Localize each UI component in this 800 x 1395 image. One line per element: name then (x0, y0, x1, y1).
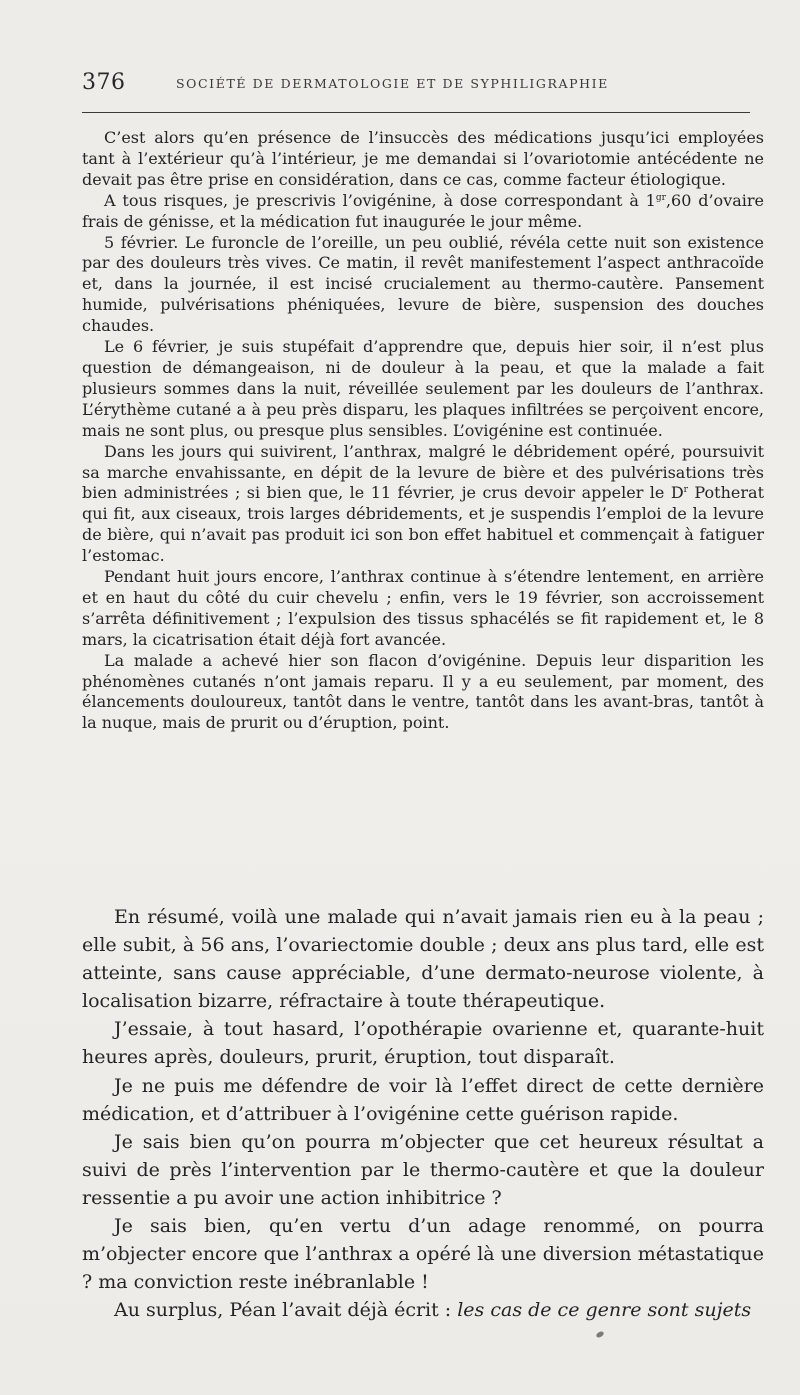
case-report-body (82, 128, 764, 734)
paragraph: La malade a achevé hier son flacon d’ovigénine. Depuis leur disparition les phénomènes cutanés n’ont jamais reparu. Il y a eu seulement, par moment, des élancements douloureux, tantôt dans le ventre, tantôt dans les avant-bras, tantôt à la nuque, mais de prurit ou d’éruption, point. (82, 650, 764, 733)
text-run: A tous risques, je prescrivis l’ovigénine, à dose correspondant à 1 (104, 190, 656, 210)
text-run: Au surplus, Péan l’avait déjà écrit : (114, 1299, 458, 1322)
summary-body (82, 903, 764, 1324)
paragraph-doctor (82, 442, 764, 567)
page-header (82, 70, 750, 100)
text-run: Dans les jours qui suivirent, l’anthrax, malgré le débridement opéré, poursuivit sa marche envahissante, en dépit de la levure de bière et des pulvérisations très bien administrées ; si bien que, le 11 février, je crus devoir appeler le D (82, 441, 764, 503)
paragraph: Pendant huit jours encore, l’anthrax continue à s’étendre lentement, en arrière et en haut du côté du cuir chevelu ; enfin, vers le 19 février, son accroissement s’arrêta définitivement ; l’expulsion des tissus sphacélés se fit rapidement et, le 8 mars, la cicatrisation était déjà fort avancée. (82, 567, 764, 649)
paragraph-dose (82, 191, 764, 233)
superscript: gr (655, 192, 666, 203)
page-number: 376 (82, 70, 126, 95)
paragraph: Je sais bien, qu’en vertu d’un adage renommé, on pourra m’objecter encore que l’anthrax a opéré là une diversion métastatique ? ma conviction reste inébranlable ! (82, 1215, 764, 1294)
italic-quote: les cas de ce genre sont sujets (457, 1299, 752, 1322)
paragraph: En résumé, voilà une malade qui n’avait jamais rien eu à la peau ; elle subit, à 56 ans, l’ovariectomie double ; deux ans plus tard, elle est atteinte, sans cause appréciable, d’une dermato-neurose violente, à localisation bizarre, réfractaire à toute thérapeutique. (82, 906, 764, 1013)
ink-speck (595, 1330, 604, 1338)
paragraph: Le 6 février, je suis stupéfait d’apprendre que, depuis hier soir, il n’est plus question de démangeaison, ni de douleur à la peau, et que la malade a fait plusieurs sommes dans la nuit, réveillée seulement par les douleurs de l’anthrax. L’érythème cutané a à peu près disparu, les plaques infiltrées se perçoivent encore, mais ne sont plus, ou presque plus sensibles. L’ovigénine est continuée. (82, 337, 764, 440)
running-title: SOCIÉTÉ DE DERMATOLOGIE ET DE SYPHILIGRAPHIE (176, 76, 609, 91)
paragraph: J’essaie, à tout hasard, l’opothérapie ovarienne et, quarante-huit heures après, douleurs, prurit, éruption, tout disparaît. (82, 1018, 764, 1069)
superscript: r (683, 485, 688, 496)
paragraph: Je sais bien qu’on pourra m’objecter que cet heureux résultat a suivi de près l’intervention par le thermo-cautère et que la douleur ressentie a pu avoir une action inhibitrice ? (82, 1130, 764, 1209)
text-run: Potherat qui fit, aux ciseaux, trois larges débridements, et je suspendis l’emploi de la levure de bière, qui n’avait pas produit ici son bon effet habituel et commençait à fatiguer l’estomac. (82, 483, 764, 566)
header-rule (82, 112, 750, 113)
paragraph: 5 février. Le furoncle de l’oreille, un peu oublié, révéla cette nuit son existence par des douleurs très vives. Ce matin, il revêt manifestement l’aspect anthracoïde et, dans la journée, il est incisé crucialement au thermo-cautère. Pansement humide, pulvérisations phéniquées, levure de bière, suspension des douches chaudes. (82, 232, 764, 336)
text-run: ,60 d’ovaire frais de génisse, et la médication fut inaugurée le jour même. (82, 190, 765, 231)
paragraph-final (82, 1296, 764, 1324)
paragraph: C’est alors qu’en présence de l’insuccès des médications jusqu’ici employées tant à l’extérieur qu’à l’intérieur, je me demandai si l’ovariotomie antécédente ne devait pas être prise en considération, dans ce cas, comme facteur étiologique. (82, 128, 764, 189)
paragraph: Je ne puis me défendre de voir là l’effet direct de cette dernière médication, et d’attribuer à l’ovigénine cette guérison rapide. (82, 1074, 764, 1125)
